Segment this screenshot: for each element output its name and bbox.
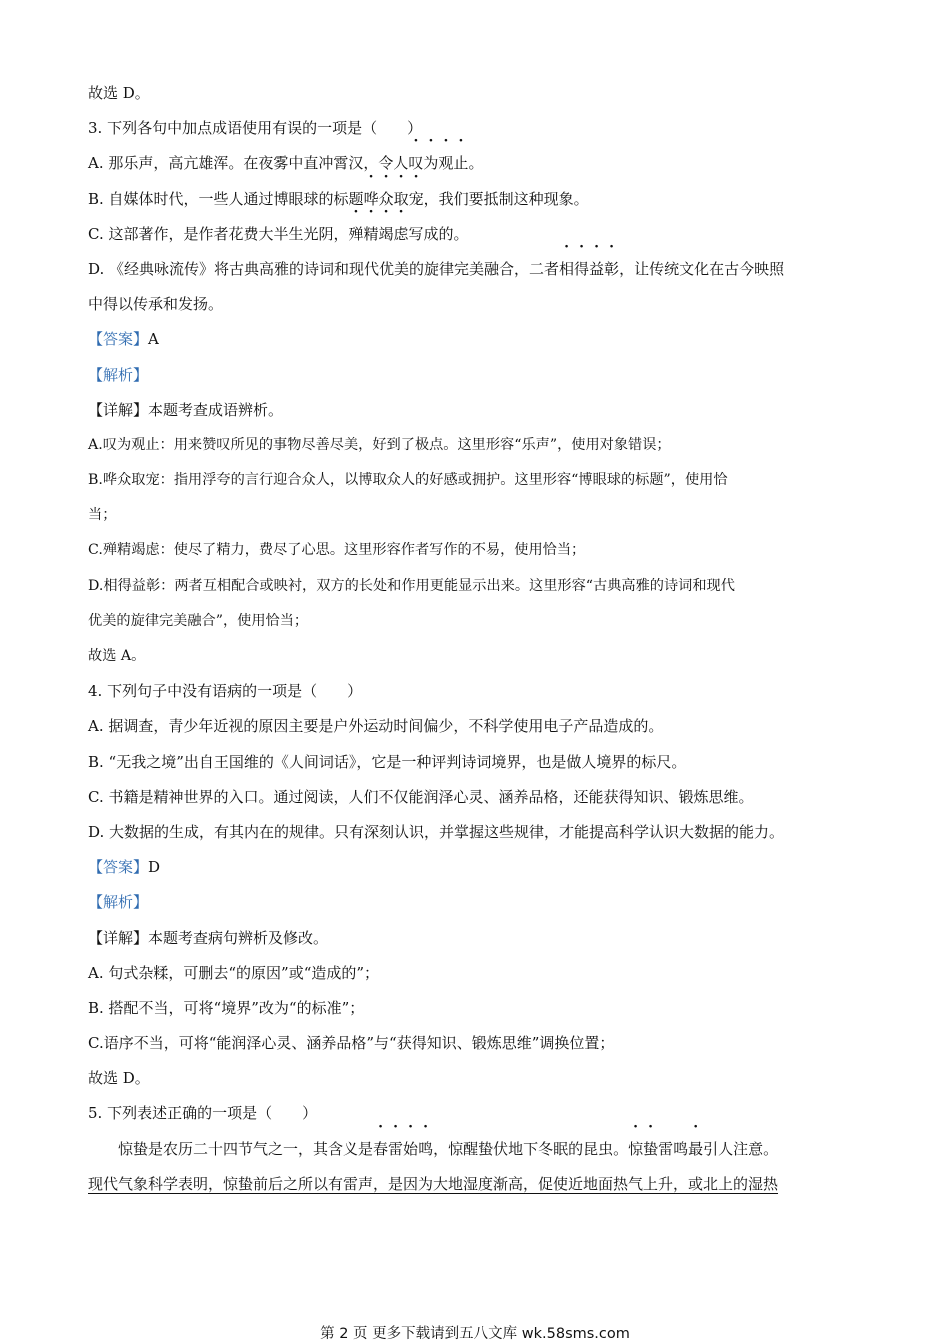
- q3-exp-d: D.相得益彰：两者互相配合或映衬，双方的长处和作用更能显示出来。这里形容“古典高雅的诗词和现代: [88, 577, 735, 594]
- emphasis-char: 宠: [408, 189, 424, 208]
- q4-option-d: D. 大数据的生成，有其内在的规律。只有深刻认识，并掌握这些规律，才能提高科学认识大数据的能力。: [88, 822, 785, 841]
- q3-option-c: [88, 217, 860, 252]
- q5-stem: 5. 下列表述正确的一项是（ ）: [88, 1104, 318, 1123]
- q3-option-a: [88, 146, 860, 181]
- q3-b-end: ，我们要抵制这种现象。: [423, 189, 589, 208]
- answer-tag: 【答案】: [88, 330, 149, 349]
- q3-exp-b: B.哗众取宠：指用浮夸的言行迎合众人，以博取众人的好感或拥护。这里形容“博眼球的标题”，使用恰: [88, 472, 728, 489]
- q5-p1-dotted1: [373, 1140, 433, 1158]
- q3-option-d-cont: 中得以传承和发扬。: [88, 295, 224, 314]
- q4-option-c: C. 书籍是精神世界的入口。通过阅读，人们不仅能润泽心灵、涵养品格，还能获得知识、锻炼思维。: [88, 787, 754, 806]
- q3-d-text: D. 《经典咏流传》将古典高雅的诗词和现代优美的旋律完美融合，二者: [88, 259, 560, 278]
- q5-p1-dotted3: [688, 1140, 703, 1158]
- q5-p1-mid: ，惊醒蛰伏地下冬眠的昆虫。: [433, 1139, 629, 1158]
- q3-stem: 3. 下列各句中加点成语使用有误的一项是（ ）: [88, 119, 423, 138]
- q4-exp-c: C.语序不当，可将“能润泽心灵、涵养品格”与“获得知识、锻炼思维”调换位置；: [88, 1034, 615, 1053]
- emphasis-char: 始: [403, 1139, 419, 1158]
- emphasis-char: 叹: [408, 154, 424, 173]
- emphasis-char: 竭: [378, 224, 394, 243]
- q3-option-d: [88, 252, 860, 287]
- emphasis-char: 益: [589, 259, 605, 278]
- q4-stem: 4. 下列句子中没有语病的一项是（ ）: [88, 682, 363, 701]
- q3-d-idiom: [559, 260, 619, 278]
- q3-option-b: [88, 182, 860, 217]
- emphasis-char: 彰: [604, 259, 620, 278]
- emphasis-char: 哗: [363, 189, 379, 208]
- emphasis-char: 众: [378, 189, 394, 208]
- q3-c-end: 写成的。: [408, 224, 469, 243]
- q3-answer: [88, 322, 860, 357]
- emphasis-char: 最: [688, 1139, 704, 1158]
- document-page: [88, 76, 860, 1202]
- answer-value: D: [148, 858, 161, 877]
- q3-c-idiom: [348, 225, 408, 243]
- emphasis-char: 殚: [348, 224, 364, 243]
- emphasis-char: 蛰: [643, 1139, 659, 1158]
- emphasis-char: 雷: [388, 1139, 404, 1158]
- q3-detail: 【详解】本题考查成语辨析。: [88, 400, 284, 419]
- emphasis-char: 惊: [628, 1139, 644, 1158]
- q3-exp-c: C.殚精竭虑：使尽了精力，费尽了心思。这里形容作者写作的不易，使用恰当；: [88, 542, 586, 559]
- q5-p1-mid2: 雷鸣: [658, 1139, 689, 1158]
- q3-d-end: ，让传统文化在古今映照: [619, 259, 785, 278]
- q3-b-text: B. 自媒体时代，一些人通过博眼球的标题: [88, 189, 364, 208]
- q5-p1-end: 引人注意。: [703, 1139, 779, 1158]
- emphasis-char: 为: [423, 154, 439, 173]
- previous-conclusion: 故选 D。: [88, 84, 150, 102]
- q4-detail: 【详解】本题考查病句辨析及修改。: [88, 928, 329, 947]
- q3-exp-b-cont: 当；: [88, 507, 117, 524]
- q4-answer: [88, 850, 860, 885]
- emphasis-char: 虑: [393, 224, 409, 243]
- page-footer: 第 2 页 更多下载请到五八文库 wk.58sms.com: [320, 1326, 630, 1342]
- emphasis-char: 精: [363, 224, 379, 243]
- emphasis-char: 止: [453, 154, 469, 173]
- q3-exp-d-cont: 优美的旋律完美融合”，使用恰当；: [88, 612, 309, 629]
- q4-option-a: A. 据调查，青少年近视的原因主要是户外运动时间偏少，不科学使用电子产品造成的。: [88, 717, 664, 736]
- q5-passage-line1: [88, 1132, 860, 1167]
- emphasis-char: 春: [373, 1139, 389, 1158]
- q4-exp-b: B. 搭配不当，可将“境界”改为“的标准”；: [88, 998, 365, 1017]
- analysis-tag: 【解析】: [88, 893, 149, 912]
- q5-passage-line2: 现代气象科学表明，惊蛰前后之所以有雷声，是因为大地湿度渐高，促使近地面热气上升，或北上的湿热: [88, 1174, 779, 1193]
- emphasis-char: 相: [559, 259, 575, 278]
- q4-option-b: B. “无我之境”出自王国维的《人间词话》，它是一种评判诗词境界，也是做人境界的标尺。: [88, 752, 687, 771]
- q4-exp-a: A. 句式杂糅，可删去“的原因”或“造成的”；: [88, 963, 380, 982]
- emphasis-char: 观: [438, 154, 454, 173]
- q5-p1-text: 惊蛰是农历二十四节气之一，其含义是: [118, 1139, 374, 1158]
- q4-conclusion: 故选 D。: [88, 1069, 150, 1088]
- q3-a-text: A. 那乐声，高亢雄浑。在夜雾中直冲霄汉，令人: [88, 154, 409, 173]
- emphasis-char: 取: [393, 189, 409, 208]
- q5-p1-dotted2: [628, 1140, 658, 1158]
- answer-value: A: [148, 330, 159, 349]
- q3-conclusion: 故选 A。: [88, 648, 146, 664]
- q3-exp-a: A.叹为观止：用来赞叹所见的事物尽善尽美，好到了极点。这里形容“乐声”，使用对象错误；: [88, 436, 671, 453]
- emphasis-char: 鸣: [418, 1139, 434, 1158]
- q3-a-end: 。: [468, 154, 484, 173]
- answer-tag: 【答案】: [88, 858, 149, 877]
- analysis-tag: 【解析】: [88, 365, 149, 384]
- q3-c-text: C. 这部著作，是作者花费大半生光阴，: [88, 224, 349, 243]
- emphasis-char: 得: [574, 259, 590, 278]
